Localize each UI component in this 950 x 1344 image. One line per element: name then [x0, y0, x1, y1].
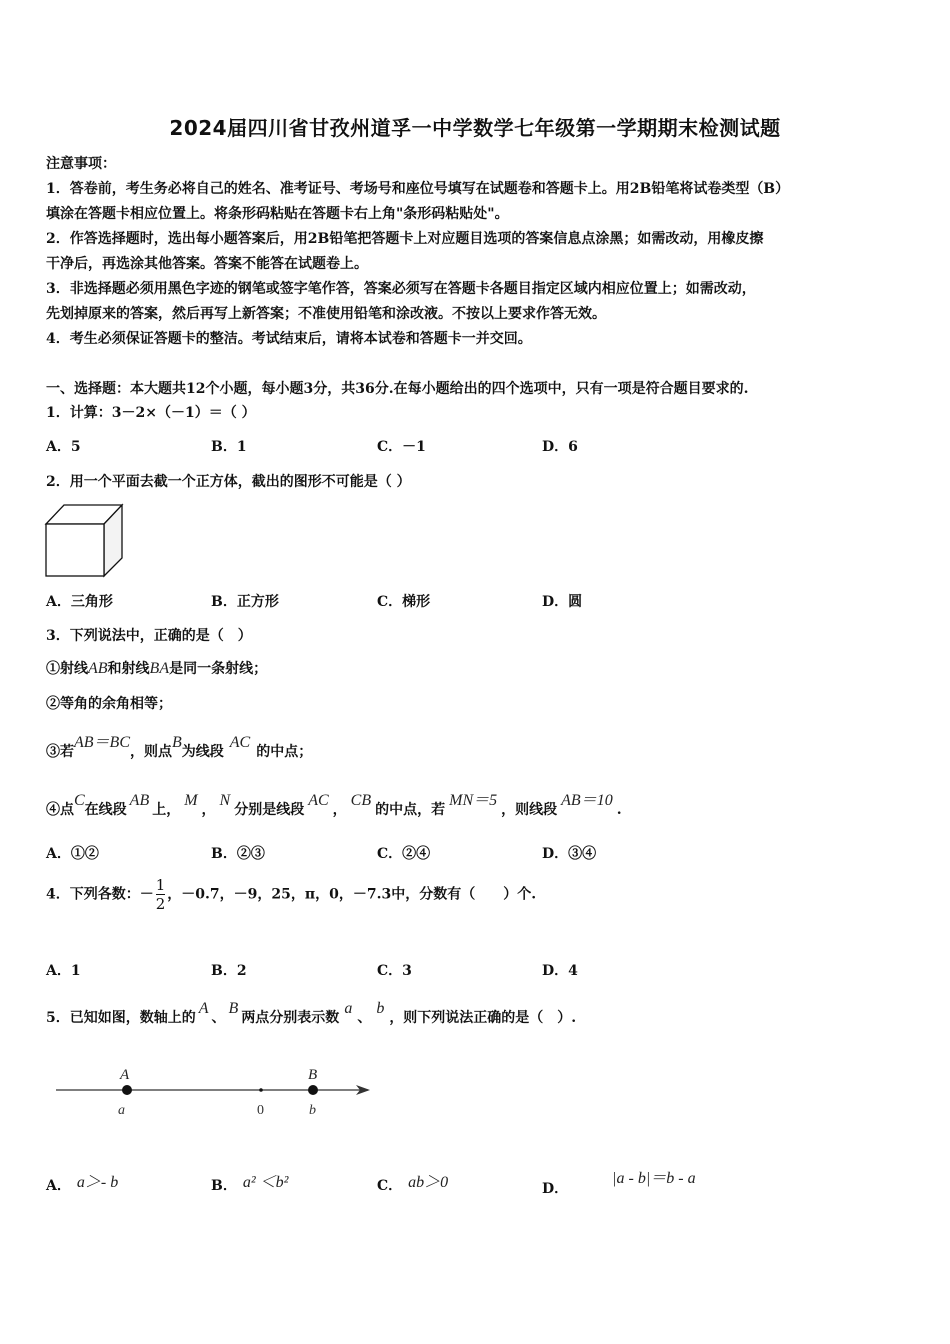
number-line-figure [52, 1060, 382, 1130]
q4-option-b: B．2 [211, 963, 247, 979]
q5-stem [46, 1000, 577, 1027]
q3-option-b: B．②③ [211, 846, 265, 862]
q5-option-d [542, 1170, 696, 1198]
notice-line-5: 3．非选择题必须用黑色字迹的钢笔或签字笔作答，答案必须写在答题卡各题目指定区域内相应位置上；如需改动， [46, 281, 756, 297]
q3-s4-t7: ，则线段 [501, 802, 558, 818]
label-value-b: b [309, 1103, 316, 1118]
notice-line-1: 1．答卷前，考生务必将自己的姓名、准考证号、考场号和座位号填写在试题卷和答题卡上。用2B铅笔将试卷类型（B） [46, 181, 790, 197]
q3-s1-post: 是同一条射线； [169, 661, 268, 677]
q2-stem: 2．用一个平面去截一个正方体，截出的图形不可能是（ ） [46, 474, 411, 490]
q5-t2: 两点分别表示数 [241, 1010, 340, 1026]
point-a-dot [122, 1085, 132, 1095]
q1-option-a: A．5 [46, 439, 81, 455]
q3-s4-t8: . [616, 802, 622, 818]
q3-s4-t6: 的中点，若 [375, 802, 446, 818]
label-point-b: B [308, 1067, 318, 1083]
q5-math-a: a [344, 1000, 353, 1017]
q3-option-a: A．①② [46, 846, 99, 862]
q3-s3-mid2: 为线段 [181, 744, 224, 760]
q5-option-b [211, 1172, 288, 1195]
q3-s4-t3: ， [201, 802, 216, 818]
q5-math-b: b [376, 1000, 385, 1017]
q1-stem: 1．计算：3－2×（－1）＝（ ） [46, 405, 256, 421]
q2-option-d: D．圆 [542, 594, 583, 610]
q3-s3-math-2: B [172, 734, 182, 751]
q5-option-a-math: a＞- b [76, 1174, 119, 1191]
q5-option-c-math: ab＞0 [408, 1174, 449, 1191]
q5-math-b-point: B [228, 1000, 239, 1017]
q3-s4-math-6: CB [350, 792, 372, 809]
q2-option-c: C．梯形 [377, 594, 431, 610]
q3-s4-math-5: AC [308, 792, 329, 809]
q3-s4-math-3: M [184, 792, 198, 809]
q5-option-c [377, 1172, 448, 1195]
q5-option-b-label: B． [211, 1178, 237, 1194]
q3-s3-mid: ，则点 [130, 744, 172, 760]
label-value-a: a [118, 1103, 125, 1118]
page-title: 2024届四川省甘孜州道孚一中学数学七年级第一学期期末检测试题 [169, 116, 781, 140]
notice-heading: 注意事项： [46, 156, 116, 172]
q3-s3-math-1: AB＝BC [74, 734, 130, 751]
q5-option-d-label: D． [542, 1181, 569, 1197]
q3-statement-3 [46, 734, 313, 761]
q3-s4-t2: 上， [152, 802, 181, 818]
q4-option-a: A．1 [46, 963, 81, 979]
q1-option-b: B．1 [211, 439, 247, 455]
notice-line-6: 先划掉原来的答案，然后再写上新答案；不准使用铅笔和涂改液。不按以上要求作答无效。 [46, 306, 606, 322]
q3-s4-t5: ， [332, 802, 347, 818]
q1-option-d: D．6 [542, 439, 578, 455]
q4-option-d: D．4 [542, 963, 578, 979]
q3-s3-math-3: AC [229, 734, 251, 751]
label-zero: 0 [257, 1103, 264, 1118]
q3-s4-pre: ④点 [46, 802, 74, 818]
q5-pre: 5．已知如图，数轴上的 [46, 1010, 196, 1026]
q5-option-c-label: C． [377, 1178, 403, 1194]
q4-fraction [156, 876, 166, 913]
origin-tick [259, 1088, 263, 1092]
notice-line-3: 2．作答选择题时，选出每小题答案后，用2B铅笔把答题卡上对应题目选项的答案信息点涂黑；如需改动，用橡皮擦 [46, 231, 764, 247]
q3-stem: 3．下列说法中，正确的是（ ） [46, 628, 252, 644]
notice-line-7: 4．考生必须保证答题卡的整洁。考试结束后，请将本试卷和答题卡一并交回。 [46, 331, 532, 347]
q4-pre: 4．下列各数：－ [46, 886, 154, 903]
q5-option-b-math: a² ＜b² [242, 1174, 289, 1191]
q3-s1-math-ba: BA [149, 660, 170, 677]
q3-s3-pre: ③若 [46, 744, 74, 760]
q5-option-a-label: A． [46, 1178, 71, 1194]
q5-t4: ，则下列说法正确的是（ ）. [389, 1010, 577, 1026]
q5-t3: 、 [357, 1010, 372, 1026]
q3-statement-1 [46, 658, 267, 678]
notice-line-4: 干净后，再选涂其他答案。答案不能答在试题卷上。 [46, 256, 368, 272]
q4-post: ，－0.7，－9，25，π，0，－7.3中，分数有（ ）个. [167, 886, 537, 903]
q4-stem [46, 876, 536, 913]
q4-fraction-numerator: 1 [155, 876, 166, 894]
q2-option-b: B．正方形 [211, 594, 279, 610]
q3-statement-4 [46, 792, 622, 819]
notice-line-2: 填涂在答题卡相应位置上。将条形码粘贴在答题卡右上角"条形码粘贴处"。 [46, 206, 509, 222]
q3-option-c: C．②④ [377, 846, 431, 862]
q3-s4-t4: 分别是线段 [234, 802, 305, 818]
q3-s4-math-7: MN＝5 [449, 792, 498, 809]
q3-s3-post: 的中点； [256, 744, 313, 760]
q4-fraction-denominator: 2 [155, 895, 166, 913]
q3-s1-pre: ①射线 [46, 661, 88, 677]
q5-math-a-point: A [198, 1000, 209, 1017]
section-heading: 一、选择题：本大题共12个小题，每小题3分，共36分.在每小题给出的四个选项中，只有一项是符合题目要求的. [46, 381, 749, 397]
q3-s4-math-8: AB＝10 [561, 792, 613, 809]
q3-statement-2: ②等角的余角相等； [46, 696, 172, 712]
q4-option-c: C．3 [377, 963, 412, 979]
q5-t1: 、 [211, 1010, 226, 1026]
q3-s4-t1: 在线段 [84, 802, 127, 818]
q1-option-c: C．－1 [377, 439, 426, 455]
q3-s4-math-1: C [74, 792, 85, 809]
q3-s4-math-4: N [219, 792, 231, 809]
label-point-a: A [120, 1067, 130, 1083]
cube-figure [44, 502, 126, 578]
q3-option-d: D．③④ [542, 846, 597, 862]
q3-s1-math-ab: AB [88, 660, 108, 677]
point-b-dot [308, 1085, 318, 1095]
q2-option-a: A．三角形 [46, 594, 113, 610]
q5-option-a [46, 1172, 118, 1195]
q5-option-d-math: |a - b|＝b - a [612, 1170, 696, 1187]
q3-s4-math-2: AB [129, 792, 150, 809]
q3-s1-mid: 和射线 [107, 661, 150, 677]
